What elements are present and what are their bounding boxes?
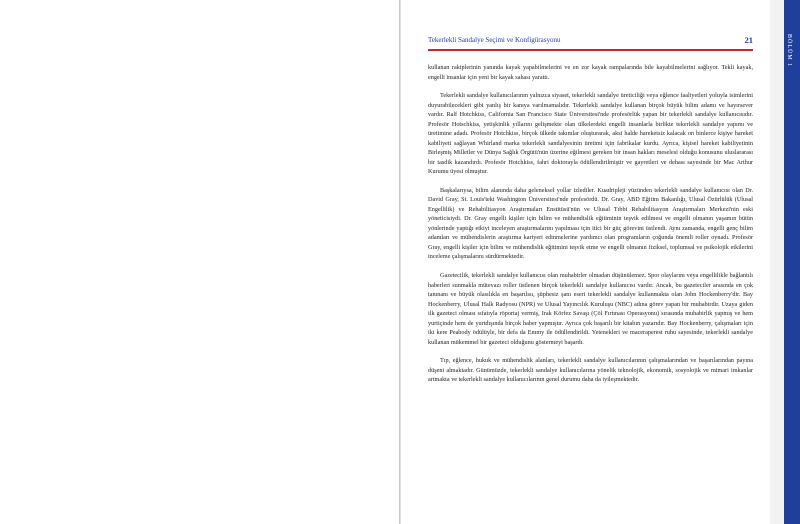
paragraph-continued: kullanan rakiplerinin yanında kayak yapabilmelerini ve en zor kayak rampalarında bile kayabilmelerini sağlıyor. Tekli kayak, engelli insanlar için yeni bir kayak sahası yarattı. — [428, 64, 753, 81]
paragraph: Tekerlekli sandalye kullanıcılarının yalnızca siyaset, tekerlekli sandalye üreticiliği veya eğlence faaliyetleri yoluyla isimlerini duyurabilecekleri gibi yanlış bir kanıya varılmamalıdır. Tekerlekli sandalye kullanan birçok büyük bilim adamı ve hayırsever vardır. Ralf Hotchkiss, California San Francisco State Üniversitesi'nde profesörlük yapan bir tekerlekli sandalye kullanıcısıdır. Profesör Hotschkiss, yetişkinlik yıllarını gelişmekte olan ülkelerdeki engelli insanlarla birlikte tekerlekli sandalye yapımı ve üretimine adadı. Profesör Hotchkiss, birçok ülkede takımlar oluşturarak, aksi halde hareketsiz kalacak on binlerce kişiye hareket kabiliyeti sağlayan Whirland marka tekerlekli sandalyesinin üretimi için fabrikalar kurdu. Ayrıca, kişisel hareket kabiliyetinin Birleşmiş Milletler ve Dünya Sağlık Örgütü'nün üzerine eğilmesi gereken bir insan hakları meselesi olduğu konusunu uluslararası bir tasdik kazandırdı. Profesör Hotchkiss, fahri doktorayla ödüllendirilmiştir ve gayretleri ve dehası sayesinde bir Mac Arthur Kurumu üyesi olmuştur. — [428, 92, 753, 176]
page-number: 21 — [744, 35, 753, 45]
chapter-tab — [784, 0, 800, 140]
chapter-tab-label: BÖLÜM 1 — [786, 34, 792, 68]
paragraph: Tıp, eğlence, hukuk ve mühendislik alanları, tekerlekli sandalye kullanıcılarının çalışmalarından ve başarılarından payına düşeni almaktadır. Günümüzde, tekerlekli sandalye kullanıcılarına yönelik teknolojik, ekonomik, sosyolojik ve mimari imkanlar artmakta ve tekerlekli sandalye kullanıcılarının genel durumu daha da iyileşmektedir. — [428, 357, 753, 384]
left-page-blank — [0, 0, 399, 524]
paragraph: Başkalarıysa, bilim alanında daha geleneksel yollar izlediler. Kuadripleji yüzünden tekerlekli sandalye kullanıcısı olan Dr. David Gray, St. Louis'teki Washington Üniversitesi'nde profesördü. Dr. Gray, ABD Eğitim Bakanlığı, Ulusal Özürlülük (Ulusal Engellilik) ve Rehabilitasyon Araştırmaları Enstitüsü'nün ve Ulusal Tıbbi Rehabilitasyon Araştırmaları Merkezi'nin eski yöneticisiydi. Dr. Gray engelli kişiler için bilim ve mühendislik eğitiminin teşvik edilmesi ve engelli olmanın yaşamın bütün yönlerinde yaptığı etkiyi inceleyen araştırmalarını yapılması için itici bir güç görevini üstlendi. Aynı zamanda, engelli genç bilim adamları ve mühendislerin araştırma kariyeri edinmelerine yardımcı olan programların çoğunda önemli roller oynadı. Profesör Gray, engelli kişiler için bilim ve mühendislik eğitimini teşvik etme ve engelli olmanın fiziksel, toplumsal ve psikolojik etkilerini inceleme çalışmalarını sürdürmektedir. — [428, 186, 753, 261]
running-header-title: Tekerlekli Sandalye Seçimi ve Konfigürasyonu — [428, 36, 561, 44]
paragraph: Gazetecilik, tekerlekli sandalye kullanıcısı olan muhabirler olmadan düşünülemez. Spor olaylarını veya engellilikle bağlantılı haberleri sunmakla mütevazı roller üstlenen birçok tekerlekli sandalye kullanıcısı vardır. Ancak, bu gazeteciler arasında en çok tanınanı ve büyük olasılıkla en başarılısı, şüphesiz şanı eseri tekerlekli sandalye kullanmakta olan John Hockenberry'dir. Bay Hockenberry, Ulusal Halk Radyosu (NPR) ve Ulusal Yayıncılık Kuruluşu (NBC) adına görev yapan bir muhabirdir. Uzaya giden ilk gazeteci olması sıfatıyla röportaj vermiş, Irak Körfez Savaşı (Çöl Fırtınası Operasyonu) sırasında muhabirlik yapmış ve hem yurtiçinde hem de yurtdışında birçok haber yapmıştır. Ayrıca çok başarılı bir kitabın yazarıdır. Bay Hockenberry, çalışmaları için iki kere Peabody ödülüyle, bir defa da Emmy ile ödüllendirildi. Yetenekleri ve maceraperest ruhu sayesinde, tekerlekli sandalye kullanan mükemmel bir gazeteci olduğunu göstermeyi başardı. — [428, 272, 753, 346]
running-header — [428, 36, 753, 48]
header-rule — [428, 49, 753, 51]
body-text — [428, 63, 753, 394]
